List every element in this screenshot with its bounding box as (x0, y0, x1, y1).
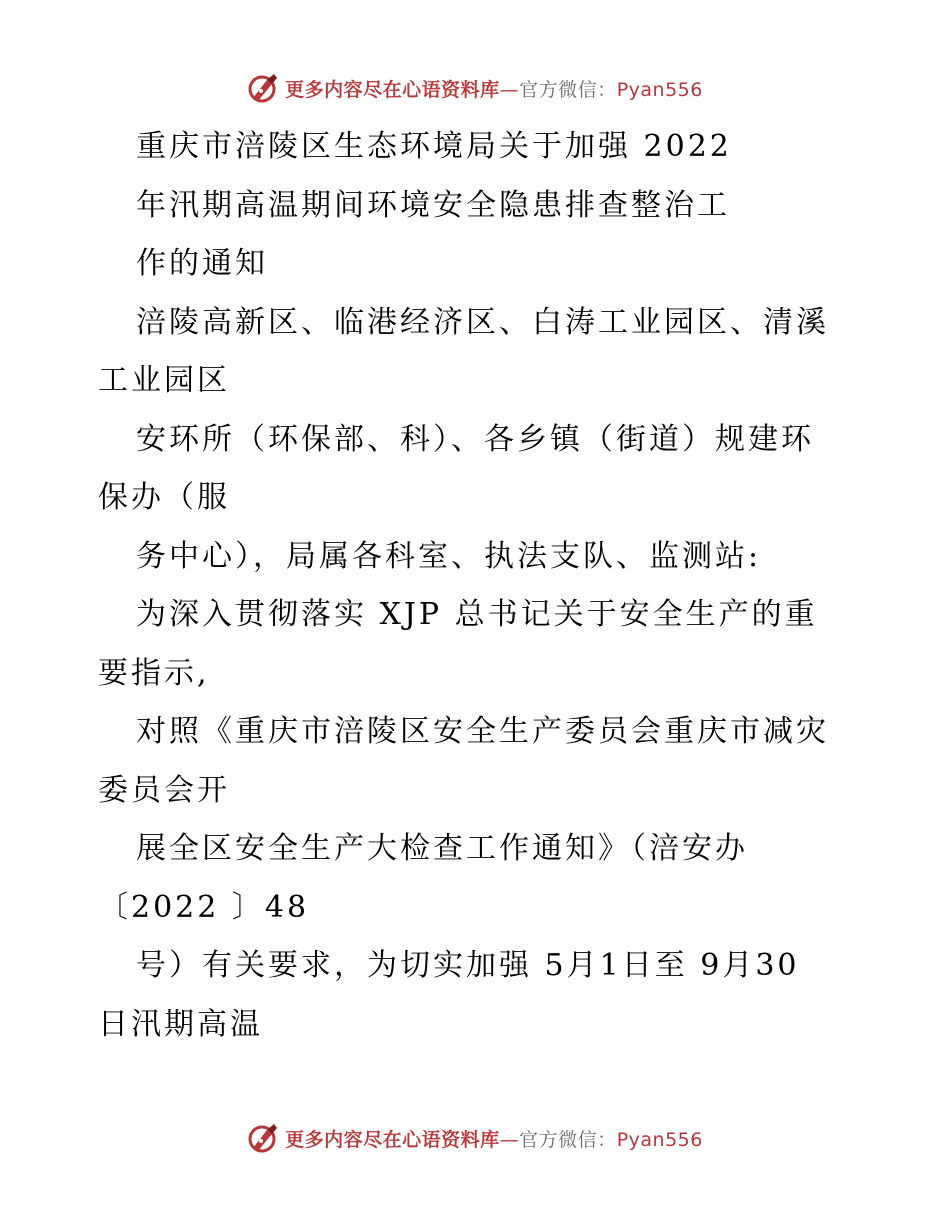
doc-text-line: 保办（服 (98, 480, 230, 515)
banner-wechat-id: Pyan556 (616, 1128, 703, 1151)
banner-official-label: 官方微信： (519, 78, 617, 101)
banner-main-text: 更多内容尽在心语资料库 (285, 1128, 500, 1151)
banner-official-label: 官方微信： (519, 1128, 617, 1151)
doc-text-line: 涪陵高新区、临港经济区、白涛工业园区、清溪 (136, 304, 829, 340)
banner-text (285, 1125, 703, 1152)
document-body (98, 118, 858, 1054)
header-banner (0, 72, 950, 104)
banner-separator: — (499, 1128, 520, 1151)
doc-title-line: 重庆市涪陵区生态环境局关于加强 2022 (136, 129, 732, 164)
doc-text-line: 委员会开 (98, 772, 230, 808)
doc-title-line: 作的通知 (136, 246, 268, 281)
doc-title-line: 年汛期高温期间环境安全隐患排查整治工 (136, 187, 730, 223)
doc-text-line: 展全区安全生产大检查工作通知》（涪安办 (136, 831, 748, 866)
doc-text-line: 号）有关要求，为切实加强 5月1日至 9月30 (136, 948, 800, 983)
doc-text-line: 为深入贯彻落实 XJP 总书记关于安全生产的重 (136, 597, 818, 632)
pen-logo-icon (247, 72, 279, 104)
doc-text-line: 要指示, (98, 655, 210, 691)
doc-text-line: 对照《重庆市涪陵区安全生产委员会重庆市减灾 (136, 714, 829, 749)
banner-wechat-id: Pyan556 (616, 78, 703, 101)
banner-text (285, 75, 703, 102)
doc-text-line: 〔2022 〕48 (98, 889, 310, 925)
pen-logo-icon (247, 1122, 279, 1154)
banner-main-text: 更多内容尽在心语资料库 (285, 78, 500, 101)
footer-banner (0, 1122, 950, 1154)
doc-text-line: 务中心），局属各科室、执法支队、监测站: (136, 538, 762, 574)
doc-text-line: 工业园区 (98, 363, 230, 398)
doc-text-line: 安环所（环保部、科）、各乡镇（街道）规建环 (136, 421, 814, 457)
banner-separator: — (499, 78, 520, 101)
doc-text-line: 日汛期高温 (98, 1006, 263, 1042)
